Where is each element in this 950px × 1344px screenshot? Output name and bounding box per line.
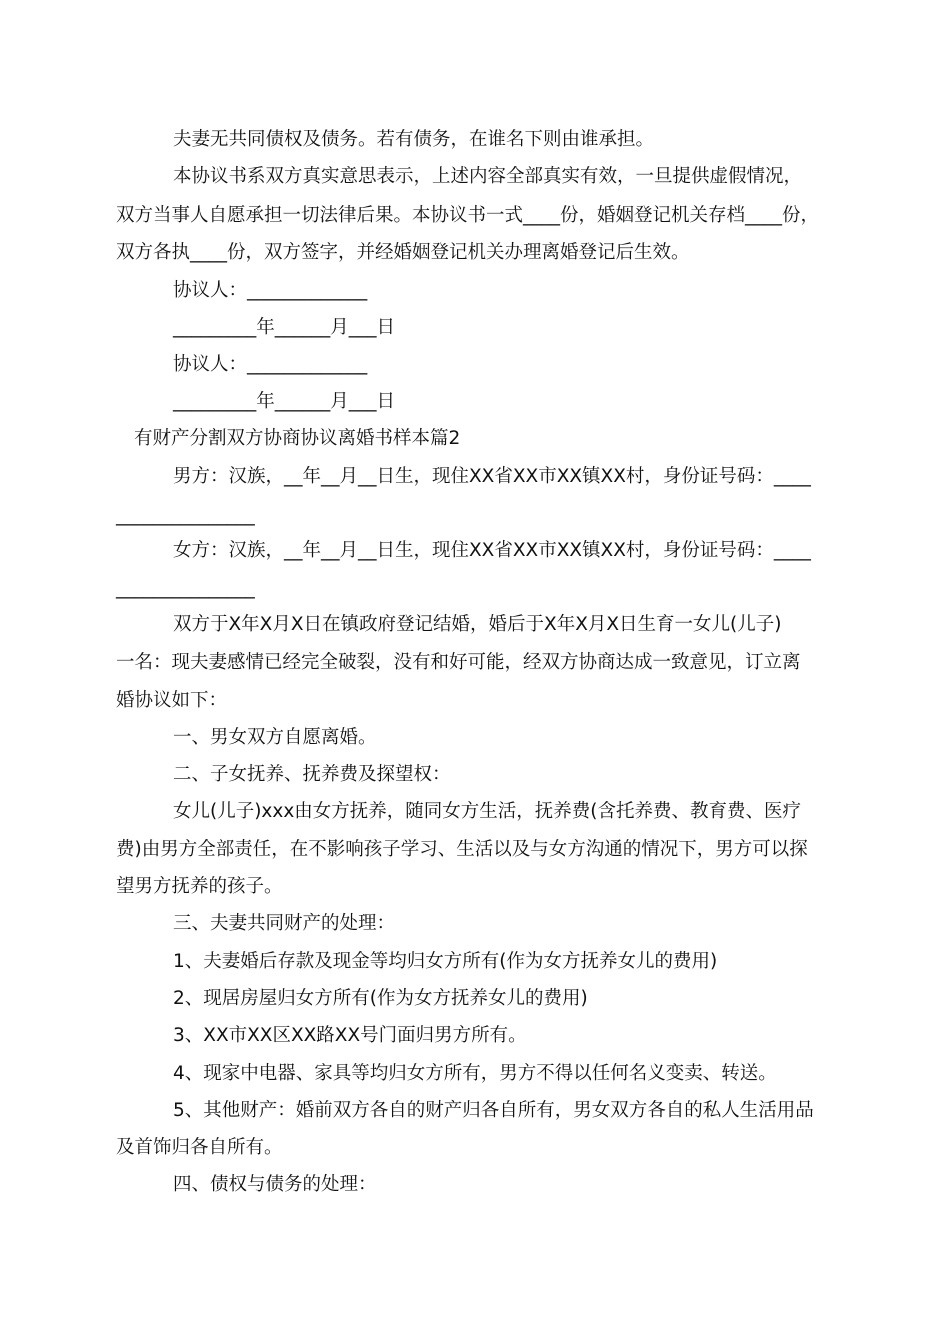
property-item-4: 4、现家中电器、家具等均归女方所有，男方不得以任何名义变卖、转送。 [173, 1063, 777, 1084]
paragraph-custody-line-1: 女儿(儿子)xxx由女方抚养，随同女方生活，抚养费(含托养费、教育费、医疗 [173, 801, 802, 822]
party-female-line-1: 女方：汉族，__年__月__日生，现住XX省XX市XX镇XX村，身份证号码：____ [173, 540, 811, 561]
paragraph-debts-line: 夫妻无共同债权及债务。若有债务，在谁名下则由谁承担。 [173, 129, 655, 150]
property-item-2: 2、现居房屋归女方所有(作为女方抚养女儿的费用) [173, 988, 588, 1009]
date-line-1: _________年______月___日 [173, 317, 396, 338]
paragraph-custody-line-2: 费)由男方全部责任，在不影响孩子学习、生活以及与女方沟通的情况下，男方可以探 [116, 839, 808, 860]
property-item-3: 3、XX市XX区XX路XX号门面归男方所有。 [173, 1025, 527, 1046]
date-line-2: _________年______月___日 [173, 391, 396, 412]
paragraph-declaration-line-1: 本协议书系双方真实意思表示，上述内容全部真实有效，一旦提供虚假情况， [173, 166, 803, 187]
paragraph-declaration-line-2: 双方当事人自愿承担一切法律后果。本协议书一式____份，婚姻登记机关存档____份， [116, 205, 820, 226]
property-item-1: 1、夫妻婚后存款及现金等均归女方所有(作为女方抚养女儿的费用) [173, 951, 718, 972]
signatory-line-2: 协议人：_____________ [173, 354, 368, 375]
paragraph-marriage-line-1: 双方于X年X月X日在镇政府登记结婚，婚后于X年X月X日生育一女儿(儿子) [173, 614, 782, 635]
clause-3-heading: 三、夫妻共同财产的处理： [173, 913, 396, 934]
property-item-5-line-2: 及首饰归各自所有。 [116, 1137, 283, 1158]
property-item-5-line-1: 5、其他财产：婚前双方各自的财产归各自所有，男女双方各自的私人生活用品 [173, 1100, 814, 1121]
paragraph-declaration-line-3: 双方各执____份，双方签字，并经婚姻登记机关办理离婚登记后生效。 [116, 242, 690, 263]
clause-2-heading: 二、子女抚养、抚养费及探望权： [173, 764, 451, 785]
paragraph-marriage-line-2: 一名：现夫妻感情已经完全破裂，没有和好可能，经双方协商达成一致意见，订立离 [116, 652, 801, 673]
clause-1: 一、男女双方自愿离婚。 [173, 727, 377, 748]
party-male-line-1: 男方：汉族，__年__月__日生，现住XX省XX市XX镇XX村，身份证号码：____ [173, 466, 811, 487]
paragraph-marriage-line-3: 婚协议如下： [116, 690, 228, 711]
signatory-line-1: 协议人：_____________ [173, 280, 368, 301]
clause-4-heading: 四、债权与债务的处理： [173, 1174, 377, 1195]
section-heading-sample-2: 有财产分割双方协商协议离婚书样本篇2 [134, 428, 461, 449]
paragraph-custody-line-3: 望男方抚养的孩子。 [116, 876, 283, 897]
party-female-line-2: _______________ [116, 578, 255, 599]
party-male-line-2: _______________ [116, 505, 255, 526]
